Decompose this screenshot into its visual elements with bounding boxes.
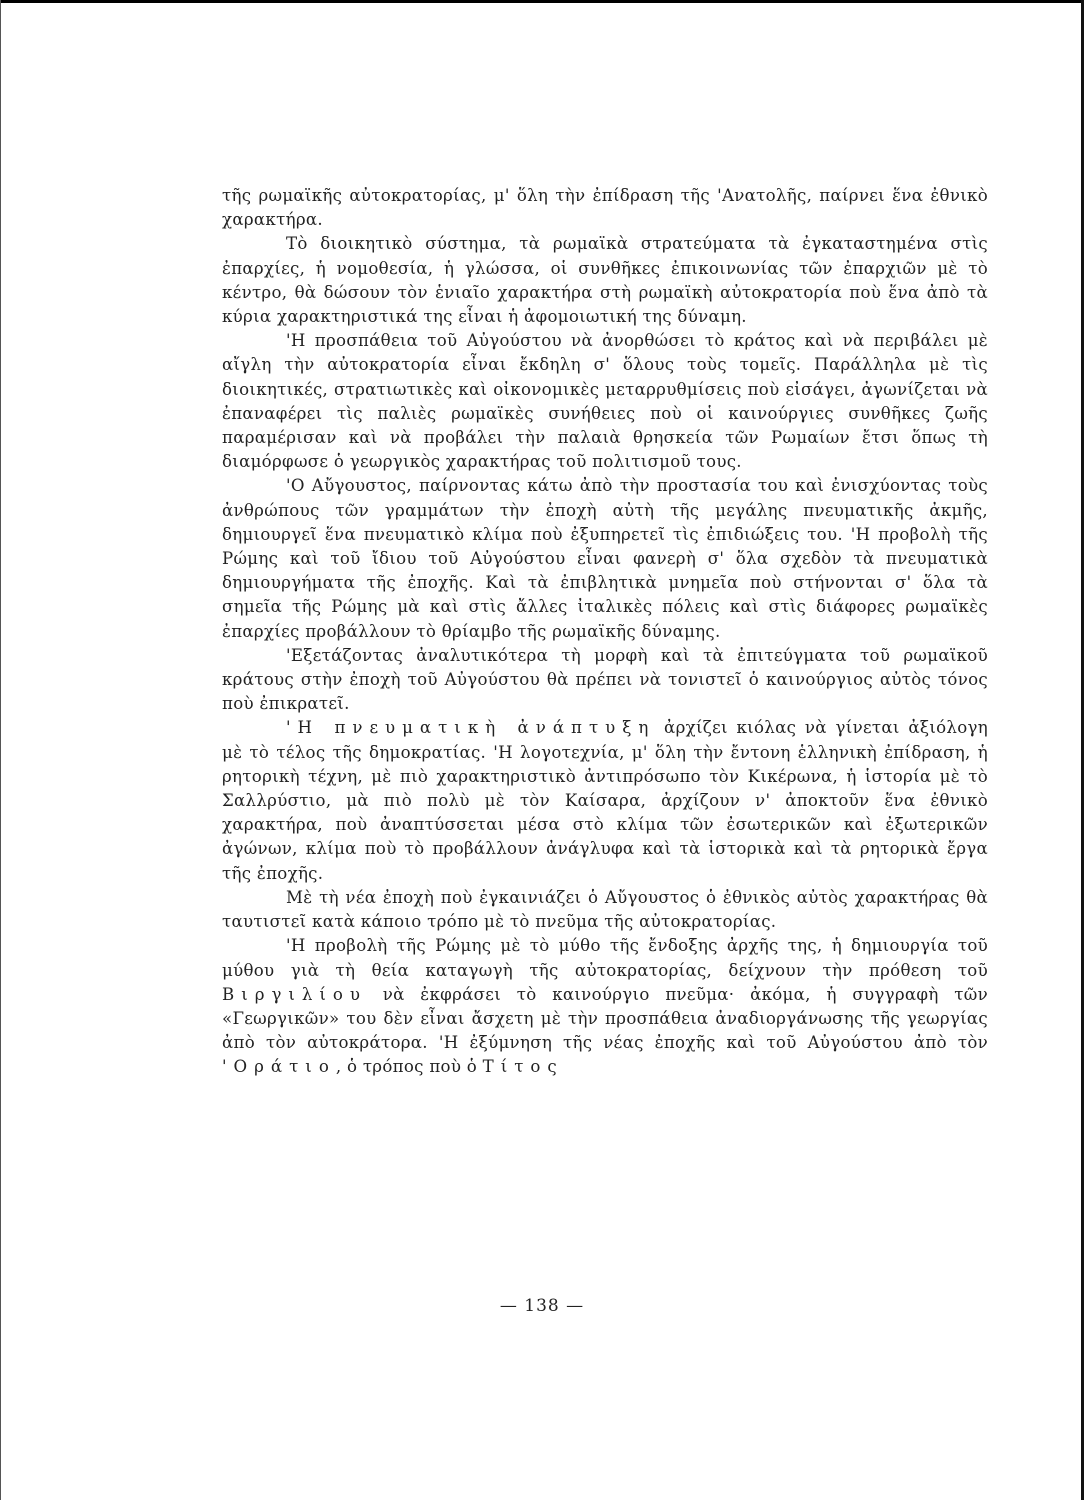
paragraph: 'Εξετάζοντας ἀναλυτικότερα τὴ μορφὴ καὶ τὰ ἐπιτεύγματα τοῦ ρωμαϊκοῦ κράτους στὴν ἐποχὴ τοῦ Αὐγούστου θὰ πρέπει νὰ τονιστεῖ ὁ καινούργιος αὐτὸς τόνος ποὺ ἐπικρατεῖ. xyxy=(222,645,988,714)
paragraph-text: νὰ ἐκφράσει τὸ καινούργιο πνεῦμα· ἀκόμα, ἡ συγγραφὴ τῶν «Γεωργικῶν» του δὲν εἶναι ἄσχετη μὲ τὴν προσπάθεια ἀναδιοργάνωσης τῆς γεωργίας ἀπὸ τὸν αὐτοκράτορα. 'Η ἐξύμνηση τῆς νέας ἐποχῆς καὶ τοῦ Αὐγούστου ἀπὸ τὸν xyxy=(222,984,988,1053)
paragraph-text: , ὁ τρόπος ποὺ ὁ xyxy=(335,1057,483,1077)
page-number: — 138 — xyxy=(499,1296,585,1316)
paragraph-text: ἀρχίζει κιόλας νὰ γίνεται ἀξιόλογη μὲ τὸ τέλος τῆς δημοκρατίας. 'Η λογοτεχνία, μ' ὅλη τὴν ἔντονη ἑλληνικὴ ἐπίδραση, ἡ ρητορικὴ τέχνη, μὲ πιὸ χαρακτηριστικὸ ἀντιπρόσωπο τὸν Κικέρωνα, ἡ ἱστορία μὲ τὸ Σαλλρύστιο, μὰ πιὸ πολὺ μὲ τὸν Καίσαρα, ἀρχίζουν ν' ἀποκτοῦν ἕνα ἐθνικὸ χαρακτήρα, ποὺ ἀναπτύσσεται μέσα στὸ κλίμα τῶν ἐσωτερικῶν καὶ ἐξωτερικῶν ἀγώνων, κλίμα ποὺ τὸ προβάλλουν ἀνάγλυφα καὶ τὰ ἱστορικὰ καὶ τὰ ρητορικὰ ἔργα τῆς ἐποχῆς. xyxy=(222,718,988,883)
spaced-heading: 'Η πνευματικὴ ἀνάπτυξη xyxy=(286,718,656,738)
paragraph: 'Η προσπάθεια τοῦ Αὐγούστου νὰ ἀνορθώσει τὸ κράτος καὶ νὰ περιβάλει μὲ αἴγλη τὴν αὐτοκρατορία εἶναι ἔκδηλη σ' ὅλους τοὺς τομεῖς. Παράλληλα μὲ τὶς διοικητικές, στρατιωτικὲς καὶ οἰκονομικὲς μεταρρυθμίσεις ποὺ εἰσάγει, ἀγωνίζεται νὰ ἐπαναφέρει τὶς παλιὲς ρωμαϊκὲς συνήθειες ποὺ οἱ καινούργιες συνθῆκες ζωῆς παραμέρισαν καὶ νὰ προβάλει τὴν παλαιὰ θρησκεία τῶν Ρωμαίων ἔτσι ὅπως τὴ διαμόρφωσε ὁ γεωργικὸς χαρακτήρας τοῦ πολιτισμοῦ τους. xyxy=(222,331,988,472)
spaced-name: Τίτος xyxy=(482,1057,564,1077)
paragraph-text: 'Η προβολὴ τῆς Ρώμης μὲ τὸ μύθο τῆς ἔνδοξης ἀρχῆς της, ἡ δημιουργία τοῦ μύθου γιὰ τὴ θεία καταγωγὴ τῆς αὐτοκρατορίας, δείχνουν τὴν πρόθεση τοῦ xyxy=(222,936,988,980)
spaced-name: Βιργιλίου xyxy=(222,984,367,1004)
scan-border-top xyxy=(0,0,1084,3)
scan-border-left xyxy=(0,0,1,1500)
spaced-name: 'Οράτιο xyxy=(222,1057,336,1077)
paragraph xyxy=(222,934,988,1079)
paragraph: Τὸ διοικητικὸ σύστημα, τὰ ρωμαϊκὰ στρατεύματα τὰ ἐγκαταστημένα στὶς ἐπαρχίες, ἡ νομοθεσία, ἡ γλώσσα, οἱ συνθῆκες ἐπικοινωνίας τῶν ἐπαρχιῶν μὲ τὸ κέντρο, θὰ δώσουν τὸν ἑνιαῖο χαρακτήρα στὴ ρωμαϊκὴ αὐτοκρατορία ποὺ ἕνα ἀπὸ τὰ κύρια χαρακτηριστικά της εἶναι ἡ ἀφομοιωτική της δύναμη. xyxy=(222,234,988,327)
paragraph xyxy=(222,716,988,885)
paragraph: 'Ο Αὔγουστος, παίρνοντας κάτω ἀπὸ τὴν προστασία του καὶ ἐνισχύοντας τοὺς ἀνθρώπους τῶν γραμμάτων τὴν ἐποχὴ αὐτὴ τῆς μεγάλης πνευματικῆς ἀκμῆς, δημιουργεῖ ἕνα πνευματικὸ κλίμα ποὺ ἐξυπηρετεῖ τὶς ἐπιδιώξεις του. 'Η προβολὴ τῆς Ρώμης καὶ τοῦ ἴδιου τοῦ Αὐγούστου εἶναι φανερὴ σ' ὅλα σχεδὸν τὰ πνευματικὰ δημιουργήματα τῆς ἐποχῆς. Καὶ τὰ ἐπιβλητικὰ μνημεῖα ποὺ στήνονται σ' ὅλα τὰ σημεῖα τῆς Ρώμης μὰ καὶ στὶς ἄλλες ἰταλικὲς πόλεις καὶ στὶς διάφορες ρωμαϊκὲς ἐπαρχίες προβάλλουν τὸ θρίαμβο τῆς ρωμαϊκῆς δύναμης. xyxy=(222,476,988,641)
paragraph: τῆς ρωμαϊκῆς αὐτοκρατορίας, μ' ὅλη τὴν ἐπίδραση τῆς 'Ανατολῆς, παίρνει ἕνα ἐθνικὸ χαρακτήρα. xyxy=(222,186,988,230)
paragraph: Μὲ τὴ νέα ἐποχὴ ποὺ ἐγκαινιάζει ὁ Αὔγουστος ὁ ἐθνικὸς αὐτὸς χαρακτήρας θὰ ταυτιστεῖ κατὰ κάποιο τρόπο μὲ τὸ πνεῦμα τῆς αὐτοκρατορίας. xyxy=(222,887,988,932)
body-text xyxy=(222,184,988,1080)
